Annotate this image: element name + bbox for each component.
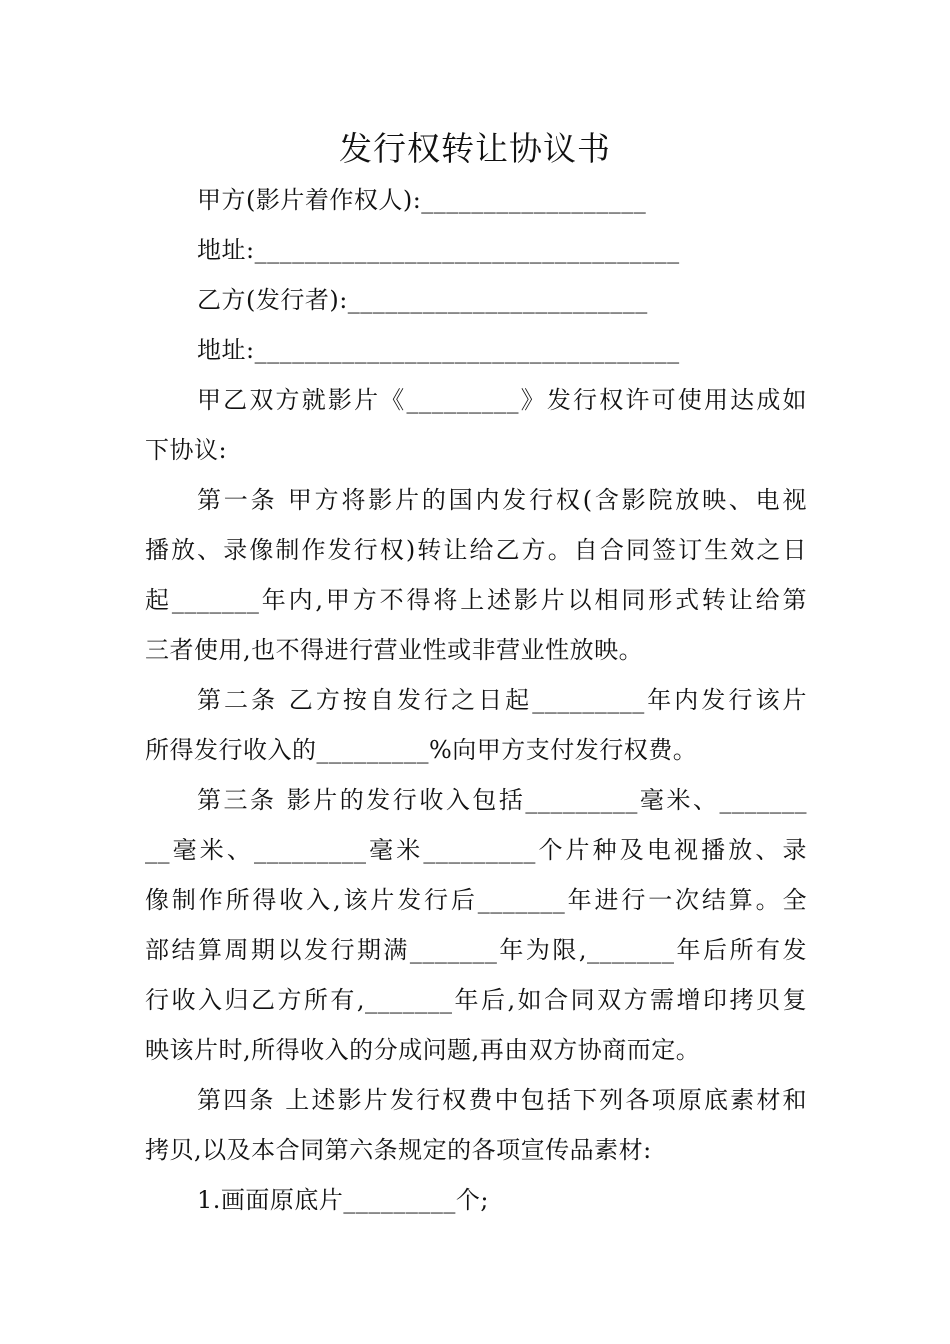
article-1-line-4: 三者使用,也不得进行营业性或非营业性放映。 [145, 636, 644, 664]
article-2-line-1: 第二条 乙方按自发行之日起_________年内发行该片 [197, 686, 807, 714]
article-3-line-4: 部结算周期以发行期满_______年为限,_______年后所有发 [145, 936, 807, 964]
intro-paragraph-line-2: 下协议: [145, 436, 228, 464]
article-4-line-1: 第四条 上述影片发行权费中包括下列各项原底素材和 [197, 1086, 807, 1114]
party-b-line: 乙方(发行者):________________________ [197, 286, 648, 314]
article-2-line-2: 所得发行收入的_________%向甲方支付发行权费。 [145, 736, 698, 764]
article-3-line-5: 行收入归乙方所有,_______年后,如合同双方需增印拷贝复 [145, 986, 807, 1014]
list-item-1: 1.画面原底片_________个; [197, 1186, 489, 1214]
party-b-address-line: 地址:__________________________________ [197, 336, 680, 364]
party-a-address-line: 地址:__________________________________ [197, 236, 680, 264]
article-4-line-2: 拷贝,以及本合同第六条规定的各项宣传品素材: [145, 1136, 652, 1164]
article-3-line-2: __毫米、_________毫米_________个片种及电视播放、录 [145, 836, 807, 864]
article-3-line-1: 第三条 影片的发行收入包括_________毫米、_______ [197, 786, 807, 814]
party-a-line: 甲方(影片着作权人):__________________ [197, 186, 647, 214]
article-3-line-6: 映该片时,所得收入的分成问题,再由双方协商而定。 [145, 1036, 701, 1064]
article-1-line-1: 第一条 甲方将影片的国内发行权(含影院放映、电视 [197, 486, 807, 514]
document-title: 发行权转让协议书 [339, 129, 611, 168]
article-1-line-3: 起_______年内,甲方不得将上述影片以相同形式转让给第 [145, 586, 807, 614]
article-3-line-3: 像制作所得收入,该片发行后_______年进行一次结算。全 [145, 886, 807, 914]
intro-paragraph-line-1: 甲乙双方就影片《_________》发行权许可使用达成如 [197, 386, 807, 414]
article-1-line-2: 播放、录像制作发行权)转让给乙方。自合同签订生效之日 [145, 536, 807, 564]
